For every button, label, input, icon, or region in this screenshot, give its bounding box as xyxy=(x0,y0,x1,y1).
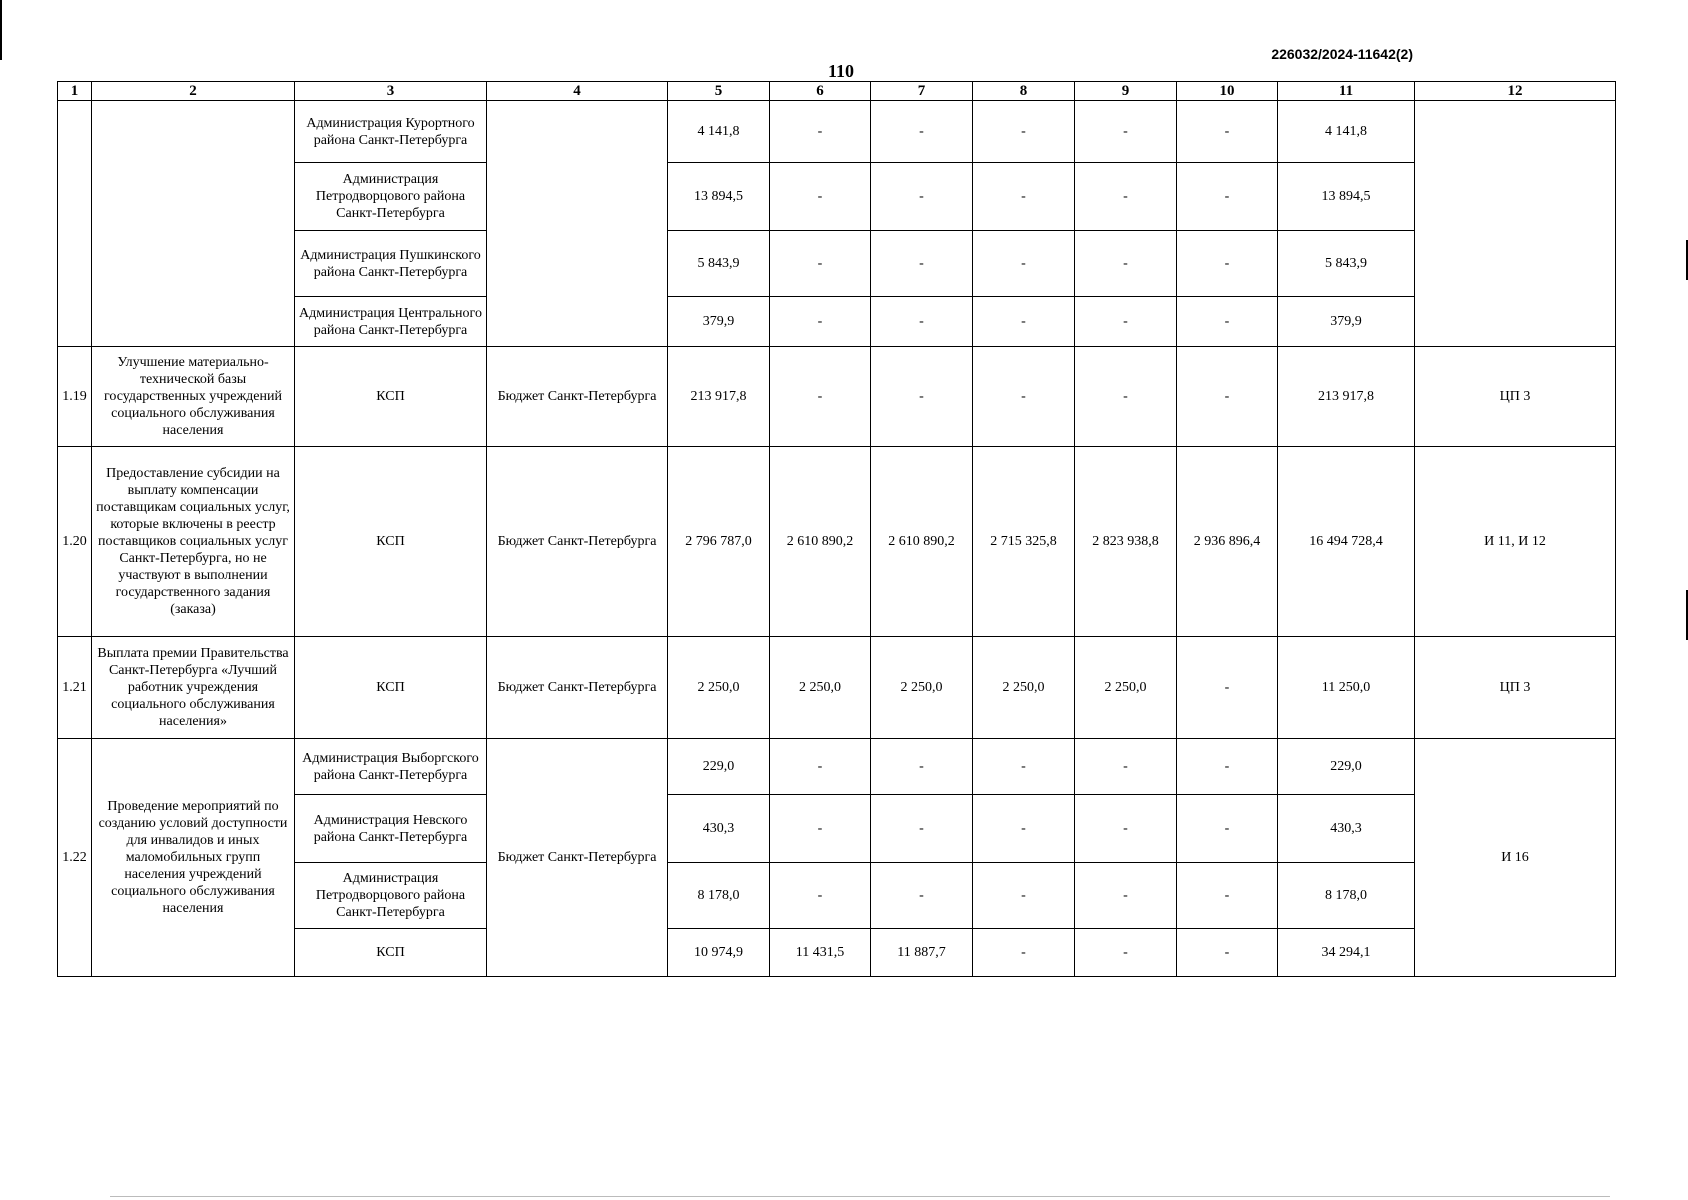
value-cell: - xyxy=(973,347,1075,447)
col-header-2: 2 xyxy=(92,82,295,101)
total-cell: 16 494 728,4 xyxy=(1278,447,1415,637)
executor-cell: КСП xyxy=(295,929,487,977)
value-cell: - xyxy=(871,795,973,863)
value-cell: - xyxy=(1177,739,1278,795)
page-number: 110 xyxy=(828,61,855,81)
value-cell: - xyxy=(1177,101,1278,163)
value-cell: - xyxy=(1177,347,1278,447)
value-cell: 2 715 325,8 xyxy=(973,447,1075,637)
executor-cell: Администрация Пушкинского района Санкт-Петербурга xyxy=(295,231,487,297)
value-cell: - xyxy=(770,163,871,231)
document-number: 226032/2024-11642(2) xyxy=(1271,46,1413,62)
col-header-6: 6 xyxy=(770,82,871,101)
value-cell: 4 141,8 xyxy=(668,101,770,163)
value-cell: - xyxy=(1177,231,1278,297)
indicator-cell: И 11, И 12 xyxy=(1415,447,1616,637)
budget-table xyxy=(57,81,1616,977)
value-cell: - xyxy=(1075,863,1177,929)
value-cell: - xyxy=(1177,297,1278,347)
value-cell: 2 610 890,2 xyxy=(871,447,973,637)
value-cell: 2 250,0 xyxy=(973,637,1075,739)
col-header-9: 9 xyxy=(1075,82,1177,101)
table-row xyxy=(58,347,1616,447)
value-cell: 8 178,0 xyxy=(668,863,770,929)
value-cell: - xyxy=(871,297,973,347)
col-header-4: 4 xyxy=(487,82,668,101)
indicator-cell: ЦП 3 xyxy=(1415,347,1616,447)
total-cell: 229,0 xyxy=(1278,739,1415,795)
value-cell: - xyxy=(973,231,1075,297)
scan-edge-mark xyxy=(0,0,2,60)
executor-cell: Администрация Петродворцового района Санкт-Петербурга xyxy=(295,163,487,231)
value-cell: - xyxy=(871,863,973,929)
total-cell: 34 294,1 xyxy=(1278,929,1415,977)
col-header-3: 3 xyxy=(295,82,487,101)
value-cell: 2 823 938,8 xyxy=(1075,447,1177,637)
total-cell: 379,9 xyxy=(1278,297,1415,347)
value-cell: 2 796 787,0 xyxy=(668,447,770,637)
value-cell: - xyxy=(1075,101,1177,163)
funding-source: Бюджет Санкт-Петербурга xyxy=(487,447,668,637)
activity-name: Проведение мероприятий по созданию условий доступности для инвалидов и иных маломобильных групп населения учреждений социального обслуживания населения xyxy=(92,739,295,977)
value-cell: 2 610 890,2 xyxy=(770,447,871,637)
value-cell: - xyxy=(1075,929,1177,977)
value-cell: 13 894,5 xyxy=(668,163,770,231)
value-cell: - xyxy=(871,163,973,231)
value-cell: - xyxy=(871,101,973,163)
scan-edge-mark xyxy=(110,1196,1610,1197)
col-header-5: 5 xyxy=(668,82,770,101)
row-number: 1.22 xyxy=(58,739,92,977)
total-cell: 430,3 xyxy=(1278,795,1415,863)
total-cell: 4 141,8 xyxy=(1278,101,1415,163)
value-cell: 10 974,9 xyxy=(668,929,770,977)
indicator-cell: И 16 xyxy=(1415,739,1616,977)
executor-cell: Администрация Выборгского района Санкт-Петербурга xyxy=(295,739,487,795)
activity-name: Выплата премии Правительства Санкт-Петербурга «Лучший работник учреждения социального обслуживания населения» xyxy=(92,637,295,739)
row-number: 1.20 xyxy=(58,447,92,637)
funding-source: Бюджет Санкт-Петербурга xyxy=(487,347,668,447)
executor-cell: Администрация Невского района Санкт-Петербурга xyxy=(295,795,487,863)
executor-cell: Администрация Курортного района Санкт-Петербурга xyxy=(295,101,487,163)
value-cell: 2 250,0 xyxy=(668,637,770,739)
value-cell: - xyxy=(973,739,1075,795)
value-cell: - xyxy=(973,163,1075,231)
value-cell: - xyxy=(770,795,871,863)
activity-name xyxy=(92,101,295,347)
value-cell: - xyxy=(973,297,1075,347)
value-cell: 2 250,0 xyxy=(770,637,871,739)
executor-cell: Администрация Центрального района Санкт-Петербурга xyxy=(295,297,487,347)
col-header-12: 12 xyxy=(1415,82,1616,101)
value-cell: - xyxy=(1075,163,1177,231)
indicator-cell xyxy=(1415,101,1616,347)
value-cell: 2 250,0 xyxy=(1075,637,1177,739)
value-cell: 379,9 xyxy=(668,297,770,347)
table-row xyxy=(58,101,1616,163)
value-cell: 2 250,0 xyxy=(871,637,973,739)
table-row xyxy=(58,739,1616,795)
col-header-7: 7 xyxy=(871,82,973,101)
value-cell: 213 917,8 xyxy=(668,347,770,447)
executor-cell: КСП xyxy=(295,347,487,447)
col-header-10: 10 xyxy=(1177,82,1278,101)
activity-name: Улучшение материально-технической базы государственных учреждений социального обслуживания населения xyxy=(92,347,295,447)
table-row xyxy=(58,637,1616,739)
value-cell: 430,3 xyxy=(668,795,770,863)
value-cell: - xyxy=(973,101,1075,163)
value-cell: - xyxy=(1075,231,1177,297)
value-cell: - xyxy=(1075,347,1177,447)
total-cell: 213 917,8 xyxy=(1278,347,1415,447)
value-cell: 11 887,7 xyxy=(871,929,973,977)
col-header-8: 8 xyxy=(973,82,1075,101)
value-cell: - xyxy=(1177,929,1278,977)
value-cell: - xyxy=(1177,637,1278,739)
value-cell: - xyxy=(871,231,973,297)
value-cell: - xyxy=(973,795,1075,863)
executor-cell: КСП xyxy=(295,637,487,739)
value-cell: - xyxy=(770,863,871,929)
total-cell: 8 178,0 xyxy=(1278,863,1415,929)
value-cell: - xyxy=(770,297,871,347)
value-cell: - xyxy=(871,739,973,795)
funding-source: Бюджет Санкт-Петербурга xyxy=(487,637,668,739)
row-number: 1.21 xyxy=(58,637,92,739)
total-cell: 5 843,9 xyxy=(1278,231,1415,297)
value-cell: 11 431,5 xyxy=(770,929,871,977)
value-cell: - xyxy=(871,347,973,447)
row-number: 1.19 xyxy=(58,347,92,447)
value-cell: - xyxy=(1177,795,1278,863)
table-header-row xyxy=(58,82,1616,101)
executor-cell: Администрация Петродворцового района Санкт-Петербурга xyxy=(295,863,487,929)
value-cell: - xyxy=(1075,297,1177,347)
row-number xyxy=(58,101,92,347)
value-cell: - xyxy=(1075,795,1177,863)
value-cell: - xyxy=(770,101,871,163)
value-cell: - xyxy=(770,739,871,795)
table-row xyxy=(58,447,1616,637)
value-cell: - xyxy=(1075,739,1177,795)
value-cell: - xyxy=(1177,863,1278,929)
indicator-cell: ЦП 3 xyxy=(1415,637,1616,739)
col-header-11: 11 xyxy=(1278,82,1415,101)
total-cell: 11 250,0 xyxy=(1278,637,1415,739)
value-cell: 229,0 xyxy=(668,739,770,795)
value-cell: - xyxy=(770,231,871,297)
value-cell: - xyxy=(973,863,1075,929)
activity-name: Предоставление субсидии на выплату компенсации поставщикам социальных услуг, которые включены в реестр поставщиков социальных услуг Санкт-Петербурга, но не участвуют в выполнении государственного задания (заказа) xyxy=(92,447,295,637)
value-cell: - xyxy=(1177,163,1278,231)
value-cell: - xyxy=(973,929,1075,977)
funding-source: Бюджет Санкт-Петербурга xyxy=(487,739,668,977)
value-cell: 5 843,9 xyxy=(668,231,770,297)
value-cell: - xyxy=(770,347,871,447)
total-cell: 13 894,5 xyxy=(1278,163,1415,231)
col-header-1: 1 xyxy=(58,82,92,101)
executor-cell: КСП xyxy=(295,447,487,637)
funding-source xyxy=(487,101,668,347)
value-cell: 2 936 896,4 xyxy=(1177,447,1278,637)
